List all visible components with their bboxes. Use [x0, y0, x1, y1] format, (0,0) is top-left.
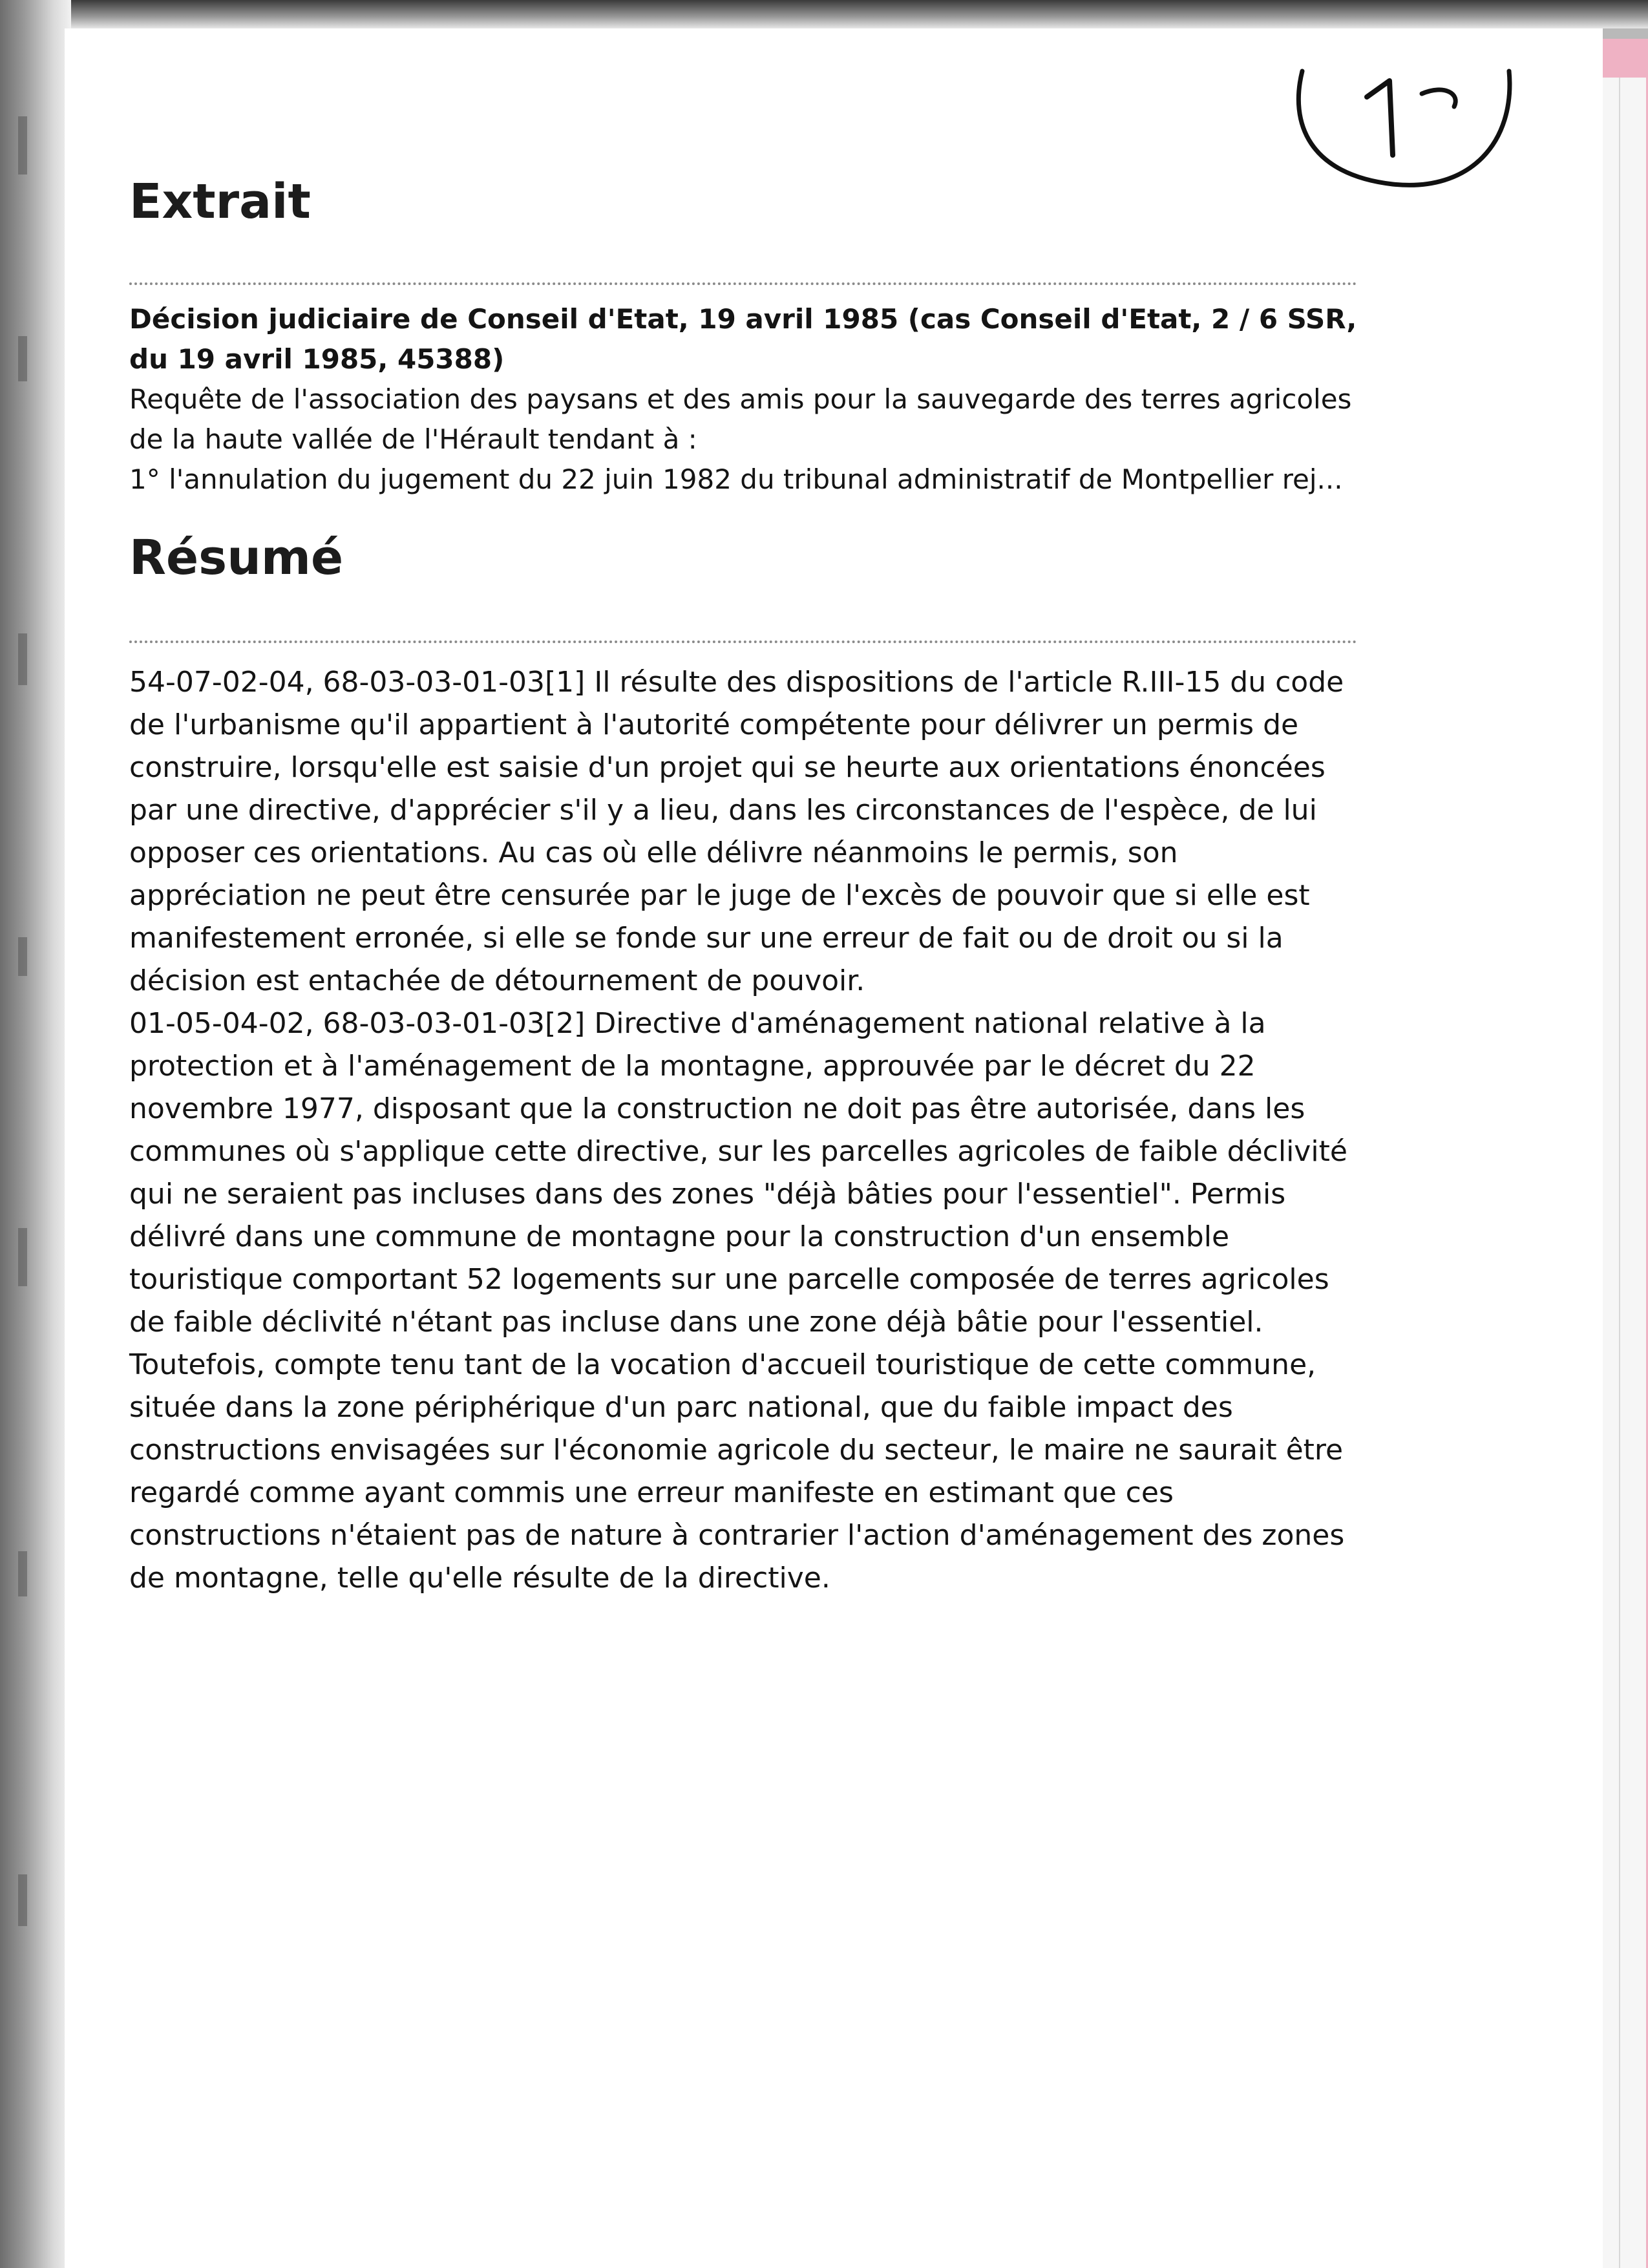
resume-heading: Résumé	[129, 530, 344, 586]
scan-left-shadow	[0, 0, 71, 2268]
annulation-point: 1° l'annulation du jugement du 22 juin 1982 du tribunal administratif de Montpellier rej...	[129, 463, 1343, 496]
binding-mark	[18, 1228, 27, 1286]
section-divider	[129, 641, 1357, 643]
handwritten-page-number	[1283, 45, 1528, 194]
document-content	[129, 175, 1357, 1600]
binding-mark	[18, 116, 27, 175]
resume-paragraph-1: 54-07-02-04, 68-03-03-01-03[1] Il résulte des dispositions de l'article R.III-15 du code de l'urbanisme qu'il appartient à l'autorité compétente pour délivrer un permis de construire, lorsqu'elle est saisie d'un projet qui se heurte aux orientations énoncées par une directive, d'apprécier s'il y a lieu, dans les circonstances de l'espèce, de lui opposer ces orientations. Au cas où elle délivre néanmoins le permis, son appréciation ne peut être censurée par le juge de l'excès de pouvoir que si elle est manifestement erronée, si elle se fonde sur une erreur de fait ou de droit ou si la décision est entachée de détournement de pouvoir.	[129, 666, 1344, 998]
binding-mark	[18, 1874, 27, 1926]
binding-mark	[18, 633, 27, 685]
stacked-page-edge	[1619, 78, 1646, 2268]
binding-mark	[18, 336, 27, 381]
scan-top-edge	[0, 0, 1648, 28]
decision-title: Décision judiciaire de Conseil d'Etat, 19 avril 1985 (cas Conseil d'Etat, 2 / 6 SSR, du 19 avril 1985, 45388)	[129, 303, 1357, 376]
binding-mark	[18, 937, 27, 976]
extrait-heading: Extrait	[129, 174, 311, 229]
section-divider	[129, 282, 1357, 285]
resume-paragraph-2: 01-05-04-02, 68-03-03-01-03[2] Directive d'aménagement national relative à la protection et à l'aménagement de la montagne, approuvée par le décret du 22 novembre 1977, disposant que la construction ne doit pas être autorisée, dans les communes où s'applique cette directive, sur les parcelles agricoles de faible déclivité qui ne seraient pas incluses dans des zones "déjà bâties pour l'essentiel". Permis délivré dans une commune de montagne pour la construction d'un ensemble touristique comportant 52 logements sur une parcelle composée de terres agricoles de faible déclivité n'étant pas incluse dans une zone déjà bâtie pour l'essentiel. Toutefois, compte tenu tant de la vocation d'accueil touristique de cette commune, située dans la zone périphérique d'un parc national, que du faible impact des constructions envisagées sur l'économie agricole du secteur, le maire ne saurait être regardé comme ayant commis une erreur manifeste en estimant que ces constructions n'étaient pas de nature à contrarier l'action d'aménagement des zones de montagne, telle qu'elle résulte de la directive.	[129, 1007, 1347, 1595]
binding-mark	[18, 1551, 27, 1596]
requete-line: Requête de l'association des paysans et des amis pour la sauvegarde des terres agricoles de la haute vallée de l'Hérault tendant à :	[129, 383, 1352, 456]
page-number-text: 1	[1283, 45, 1284, 46]
